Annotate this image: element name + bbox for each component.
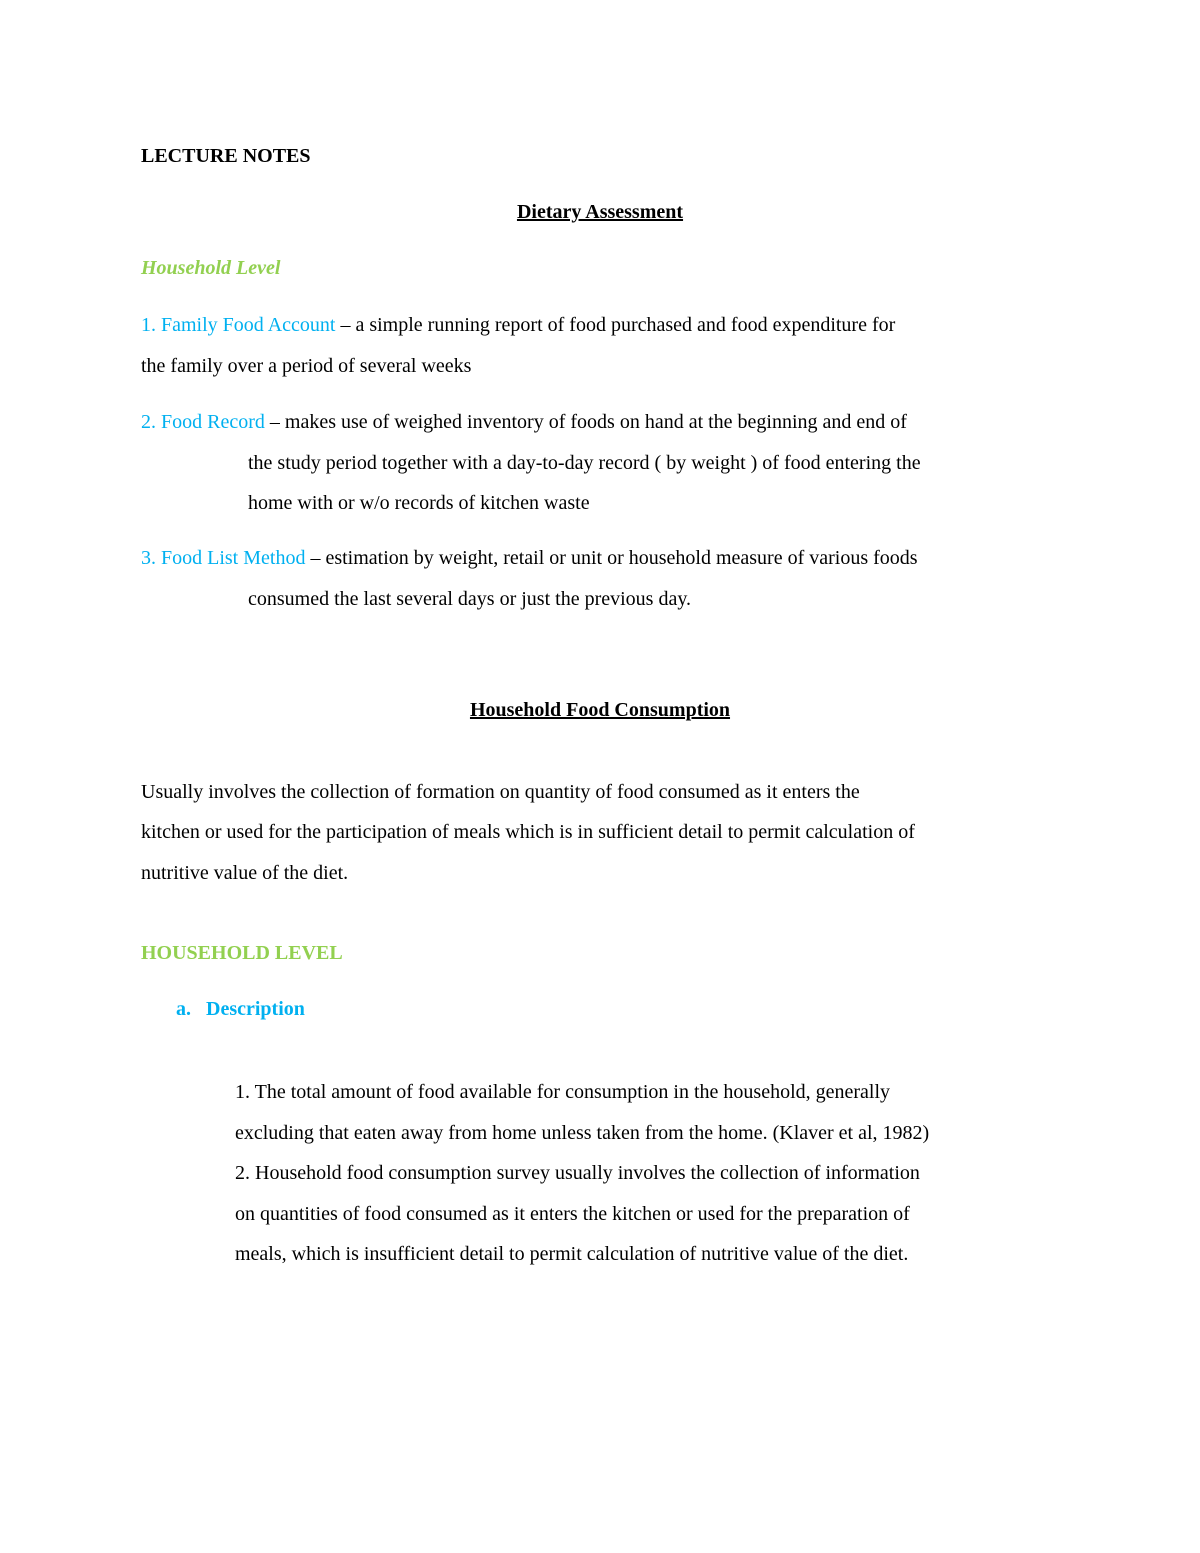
item-text: – a simple running report of food purchased and food expenditure for: [335, 314, 896, 336]
item-label: 2. Food Record: [141, 411, 265, 433]
section-heading-household-level-caps: HOUSEHOLD LEVEL: [141, 942, 343, 964]
paragraph-line: kitchen or used for the participation of meals which is in sufficient detail to permit calculation of: [141, 821, 915, 843]
paragraph-line: Usually involves the collection of formation on quantity of food consumed as it enters the: [141, 781, 860, 803]
description-line: meals, which is insufficient detail to permit calculation of nutritive value of the diet.: [235, 1243, 909, 1265]
item-continuation: consumed the last several days or just the previous day.: [248, 588, 692, 610]
list-item-food-list-method: [141, 546, 918, 570]
item-label: 3. Food List Method: [141, 547, 306, 569]
lecture-notes-header: LECTURE NOTES: [141, 145, 311, 167]
page-title: Dietary Assessment: [516, 201, 684, 223]
section-title-household-food-consumption: Household Food Consumption: [469, 699, 731, 721]
description-line: 2. Household food consumption survey usually involves the collection of information: [235, 1162, 920, 1184]
section-heading-household-level: Household Level: [141, 257, 281, 279]
paragraph-line: nutritive value of the diet.: [141, 862, 349, 884]
list-item-food-record: [141, 410, 907, 434]
list-item-family-food-account: [141, 313, 895, 337]
item-label: 1. Family Food Account: [141, 314, 336, 336]
item-continuation: the family over a period of several weeks: [141, 355, 472, 377]
subheading-description: a. Description: [176, 998, 305, 1020]
item-text: – estimation by weight, retail or unit or household measure of various foods: [305, 547, 918, 569]
item-continuation: home with or w/o records of kitchen waste: [248, 492, 590, 514]
description-line: on quantities of food consumed as it enters the kitchen or used for the preparation of: [235, 1203, 910, 1225]
description-line: 1. The total amount of food available for consumption in the household, generally: [235, 1081, 891, 1103]
description-line: excluding that eaten away from home unless taken from the home. (Klaver et al, 1982): [235, 1122, 930, 1144]
item-text: – makes use of weighed inventory of foods on hand at the beginning and end of: [264, 411, 907, 433]
item-continuation: the study period together with a day-to-day record ( by weight ) of food entering the: [248, 452, 921, 474]
